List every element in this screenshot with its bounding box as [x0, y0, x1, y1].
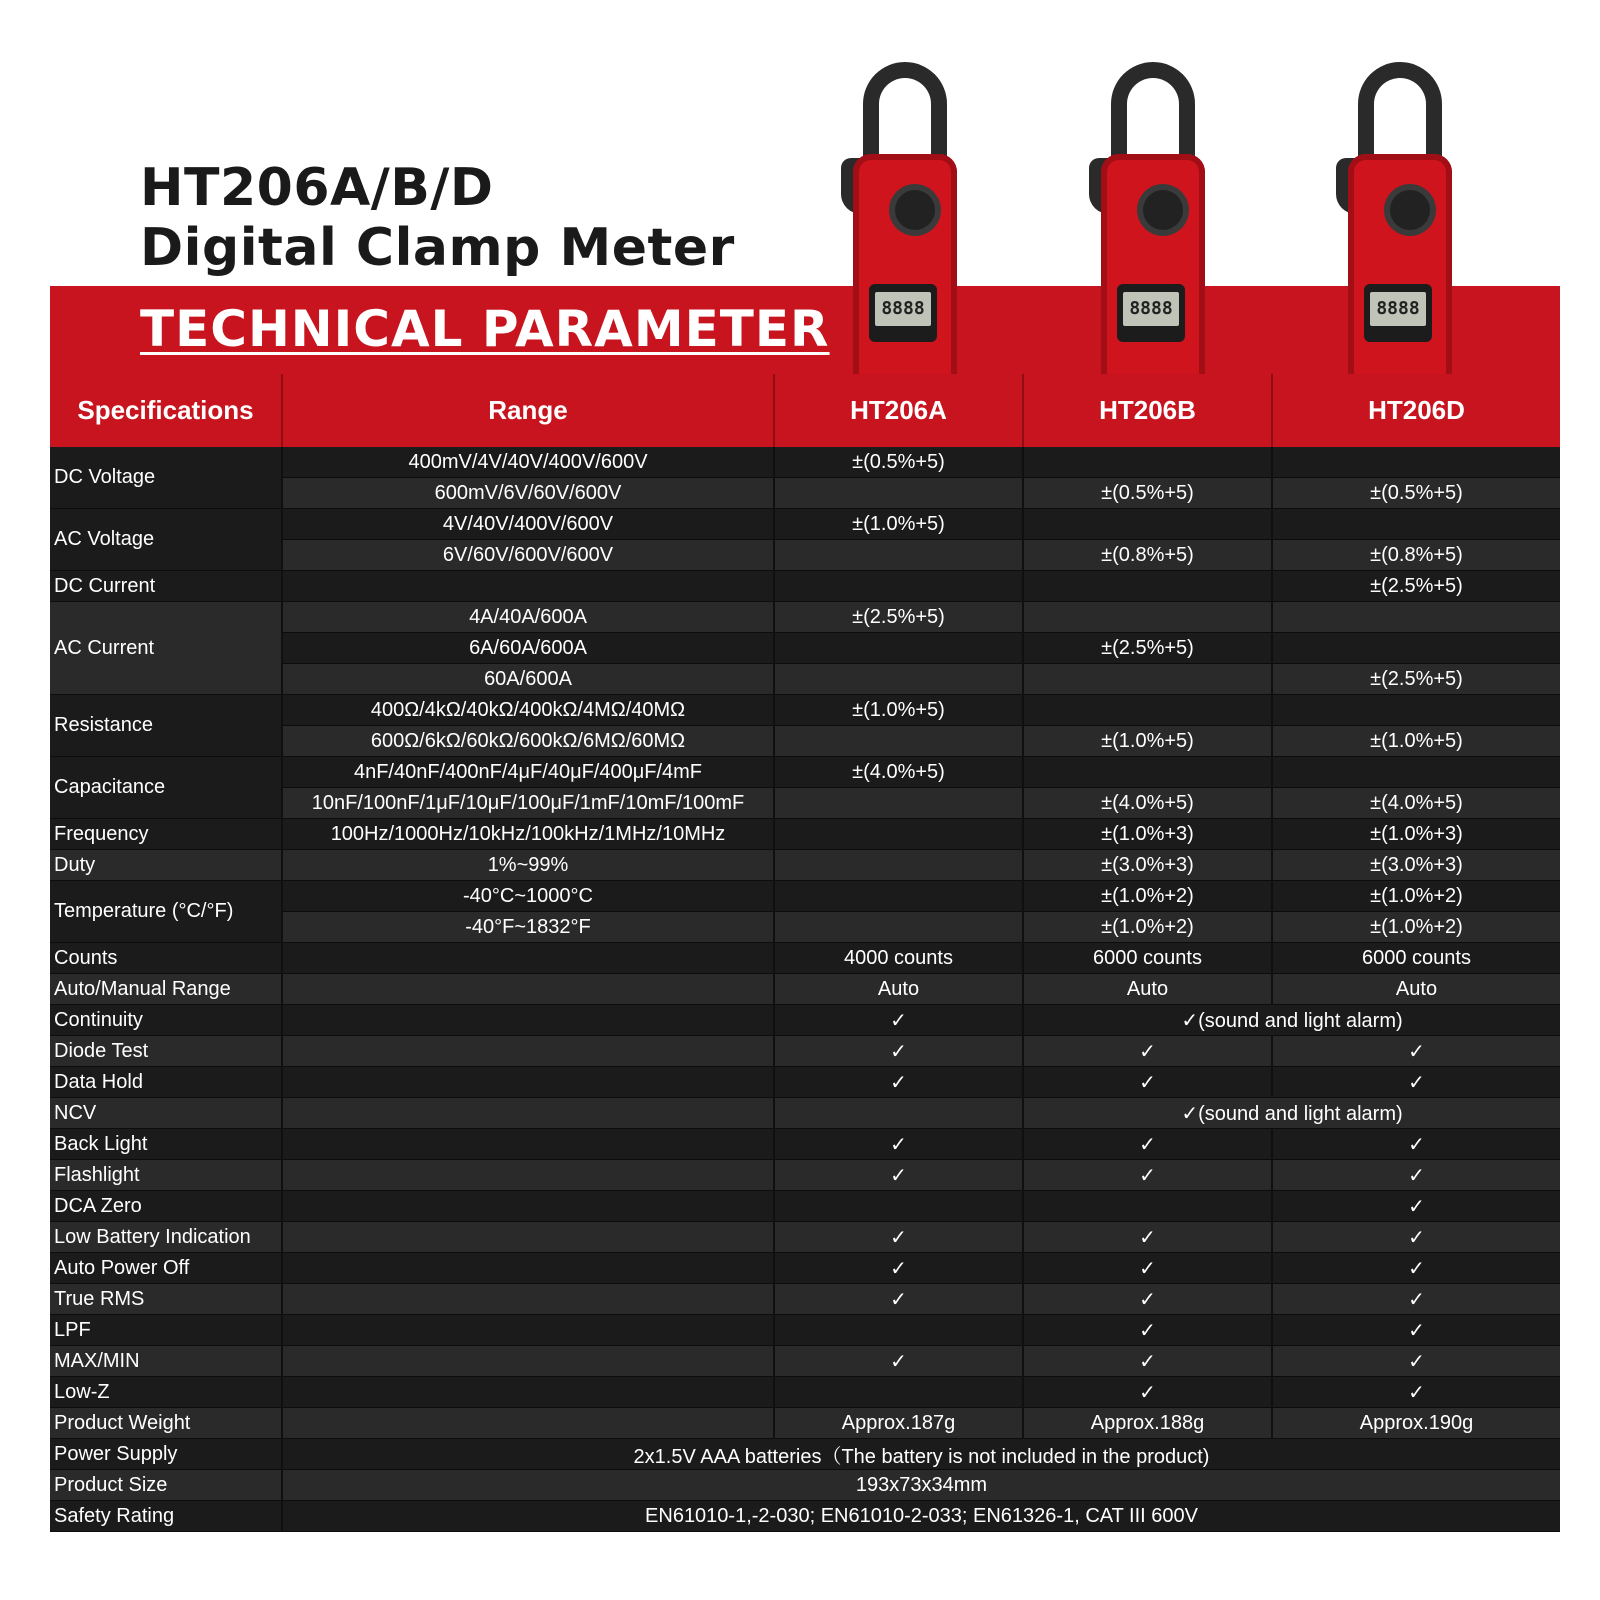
range-cell: -40°F~1832°F [282, 912, 774, 943]
ht206a-cell: ✓ [774, 1346, 1023, 1377]
lcd-readout: 8888 [875, 292, 931, 326]
table-row [50, 602, 1560, 633]
range-cell: 10nF/100nF/1μF/10μF/100μF/1mF/10mF/100mF [282, 788, 774, 819]
table-row [50, 850, 1560, 881]
ht206bd-cell: ✓(sound and light alarm) [1023, 1098, 1560, 1129]
ht206b-cell [1023, 1191, 1272, 1222]
spec-label: Back Light [50, 1129, 282, 1160]
ht206a-cell: ±(0.5%+5) [774, 447, 1023, 478]
spec-label: Safety Rating [50, 1501, 282, 1532]
ht206b-cell [1023, 447, 1272, 478]
range-cell: 4A/40A/600A [282, 602, 774, 633]
ht206a-cell: ✓ [774, 1160, 1023, 1191]
spec-value-merged: 2x1.5V AAA batteries（The battery is not included in the product) [282, 1439, 1560, 1470]
ht206a-cell [774, 1098, 1023, 1129]
range-cell [282, 1253, 774, 1284]
range-cell: 1%~99% [282, 850, 774, 881]
ht206d-cell [1272, 695, 1560, 726]
column-header: HT206D [1272, 374, 1560, 447]
ht206b-cell [1023, 757, 1272, 788]
lcd-readout: 8888 [1123, 292, 1179, 326]
ht206d-cell: ±(0.5%+5) [1272, 478, 1560, 509]
table-row [50, 1439, 1560, 1470]
ht206a-cell [774, 478, 1023, 509]
table-row [50, 1098, 1560, 1129]
ht206d-cell: ✓ [1272, 1222, 1560, 1253]
ht206d-cell: ✓ [1272, 1160, 1560, 1191]
spec-value-merged: 193x73x34mm [282, 1470, 1560, 1501]
meter-screen [1364, 284, 1432, 342]
spec-label: Auto Power Off [50, 1253, 282, 1284]
spec-label: AC Current [50, 602, 282, 695]
table-row [50, 1501, 1560, 1532]
table-row [50, 1005, 1560, 1036]
ht206d-cell: ✓ [1272, 1284, 1560, 1315]
rotary-dial [1143, 190, 1183, 230]
ht206a-cell: ±(4.0%+5) [774, 757, 1023, 788]
ht206b-cell: ✓ [1023, 1253, 1272, 1284]
ht206b-cell: ±(2.5%+5) [1023, 633, 1272, 664]
ht206a-cell [774, 1315, 1023, 1346]
ht206a-cell [774, 633, 1023, 664]
table-row [50, 1222, 1560, 1253]
spec-label: Low-Z [50, 1377, 282, 1408]
ht206d-cell: ±(4.0%+5) [1272, 788, 1560, 819]
ht206a-cell: ±(1.0%+5) [774, 695, 1023, 726]
ht206b-cell [1023, 695, 1272, 726]
ht206d-cell: ✓ [1272, 1346, 1560, 1377]
title-product: Digital Clamp Meter [140, 218, 735, 278]
ht206d-cell: ✓ [1272, 1036, 1560, 1067]
ht206a-cell: 4000 counts [774, 943, 1023, 974]
ht206b-cell: ±(3.0%+3) [1023, 850, 1272, 881]
ht206a-cell [774, 788, 1023, 819]
table-header-row [50, 374, 1560, 447]
range-cell [282, 974, 774, 1005]
range-cell [282, 1098, 774, 1129]
range-cell: 400Ω/4kΩ/40kΩ/400kΩ/4MΩ/40MΩ [282, 695, 774, 726]
ht206d-cell: ✓ [1272, 1191, 1560, 1222]
ht206b-cell: ±(4.0%+5) [1023, 788, 1272, 819]
table-row [50, 1067, 1560, 1098]
ht206b-cell: ±(1.0%+3) [1023, 819, 1272, 850]
lcd-readout: 8888 [1370, 292, 1426, 326]
ht206d-cell: ✓ [1272, 1067, 1560, 1098]
spec-label: LPF [50, 1315, 282, 1346]
range-cell [282, 571, 774, 602]
meter-screen [1117, 284, 1185, 342]
spec-label: Product Weight [50, 1408, 282, 1439]
ht206d-cell: Auto [1272, 974, 1560, 1005]
table-row [50, 757, 1560, 788]
table-body [50, 447, 1560, 1532]
range-cell [282, 1067, 774, 1098]
range-cell: 400mV/4V/40V/400V/600V [282, 447, 774, 478]
ht206b-cell: ✓ [1023, 1067, 1272, 1098]
column-header: Specifications [50, 374, 282, 447]
spec-label: Temperature (°C/°F) [50, 881, 282, 943]
ht206a-cell [774, 726, 1023, 757]
rotary-dial [1390, 190, 1430, 230]
range-cell [282, 1005, 774, 1036]
ht206b-cell: ✓ [1023, 1129, 1272, 1160]
ht206d-cell [1272, 447, 1560, 478]
spec-label: MAX/MIN [50, 1346, 282, 1377]
spec-label: Resistance [50, 695, 282, 757]
ht206b-cell: ±(1.0%+2) [1023, 881, 1272, 912]
ht206d-cell: ±(3.0%+3) [1272, 850, 1560, 881]
spec-label: True RMS [50, 1284, 282, 1315]
table-row [50, 1253, 1560, 1284]
range-cell [282, 1377, 774, 1408]
table-row [50, 819, 1560, 850]
ht206d-cell: ±(1.0%+5) [1272, 726, 1560, 757]
range-cell [282, 1408, 774, 1439]
ht206b-cell: ✓ [1023, 1346, 1272, 1377]
ht206b-cell: ±(1.0%+2) [1023, 912, 1272, 943]
ht206d-cell [1272, 602, 1560, 633]
ht206a-cell: ✓ [774, 1253, 1023, 1284]
ht206d-cell: ✓ [1272, 1129, 1560, 1160]
ht206a-cell: Auto [774, 974, 1023, 1005]
column-header: HT206A [774, 374, 1023, 447]
ht206a-cell [774, 540, 1023, 571]
ht206b-cell: ✓ [1023, 1377, 1272, 1408]
ht206d-cell: ±(2.5%+5) [1272, 571, 1560, 602]
table-row [50, 1315, 1560, 1346]
ht206d-cell: ±(2.5%+5) [1272, 664, 1560, 695]
clamp-meter-image-ht206b [1093, 62, 1213, 362]
clamp-meter-image-ht206d [1340, 62, 1460, 362]
spec-label: NCV [50, 1098, 282, 1129]
range-cell: 6V/60V/600V/600V [282, 540, 774, 571]
ht206a-cell [774, 664, 1023, 695]
spec-value-merged: EN61010-1,-2-030; EN61010-2-033; EN61326-1, CAT III 600V [282, 1501, 1560, 1532]
ht206b-cell [1023, 509, 1272, 540]
table-row [50, 1191, 1560, 1222]
range-cell: 6A/60A/600A [282, 633, 774, 664]
ht206b-cell [1023, 664, 1272, 695]
spec-label: Low Battery Indication [50, 1222, 282, 1253]
ht206d-cell: 6000 counts [1272, 943, 1560, 974]
ht206a-cell: ✓ [774, 1129, 1023, 1160]
table-row [50, 1036, 1560, 1067]
spec-label: Counts [50, 943, 282, 974]
ht206d-cell: ✓ [1272, 1377, 1560, 1408]
range-cell [282, 1129, 774, 1160]
spec-label: Capacitance [50, 757, 282, 819]
ht206b-cell: ±(0.5%+5) [1023, 478, 1272, 509]
range-cell: 600mV/6V/60V/600V [282, 478, 774, 509]
ht206a-cell [774, 881, 1023, 912]
ht206b-cell: ±(1.0%+5) [1023, 726, 1272, 757]
ht206d-cell: ±(1.0%+3) [1272, 819, 1560, 850]
range-cell [282, 1160, 774, 1191]
ht206d-cell [1272, 509, 1560, 540]
ht206b-cell: ✓ [1023, 1284, 1272, 1315]
table-row [50, 571, 1560, 602]
table-row [50, 695, 1560, 726]
range-cell [282, 1346, 774, 1377]
page-title [140, 158, 735, 278]
column-header: Range [282, 374, 774, 447]
range-cell [282, 1036, 774, 1067]
spec-label: DC Current [50, 571, 282, 602]
rotary-dial [895, 190, 935, 230]
table-row [50, 974, 1560, 1005]
ht206b-cell: ✓ [1023, 1160, 1272, 1191]
ht206a-cell: ✓ [774, 1067, 1023, 1098]
ht206a-cell: ✓ [774, 1005, 1023, 1036]
meter-screen [869, 284, 937, 342]
ht206d-cell [1272, 633, 1560, 664]
table-row [50, 1129, 1560, 1160]
spec-label: Flashlight [50, 1160, 282, 1191]
ht206d-cell [1272, 757, 1560, 788]
ht206b-cell [1023, 571, 1272, 602]
spec-label: Frequency [50, 819, 282, 850]
spec-label: Duty [50, 850, 282, 881]
ht206b-cell [1023, 602, 1272, 633]
ht206b-cell: ✓ [1023, 1222, 1272, 1253]
range-cell: 100Hz/1000Hz/10kHz/100kHz/1MHz/10MHz [282, 819, 774, 850]
ht206a-cell: ✓ [774, 1284, 1023, 1315]
ht206b-cell: ±(0.8%+5) [1023, 540, 1272, 571]
table-row [50, 509, 1560, 540]
ht206b-cell: 6000 counts [1023, 943, 1272, 974]
spec-label: Diode Test [50, 1036, 282, 1067]
ht206d-cell: ✓ [1272, 1253, 1560, 1284]
spec-label: Continuity [50, 1005, 282, 1036]
spec-label: AC Voltage [50, 509, 282, 571]
range-cell [282, 1191, 774, 1222]
range-cell [282, 1284, 774, 1315]
title-model: HT206A/B/D [140, 158, 494, 218]
range-cell: -40°C~1000°C [282, 881, 774, 912]
table-row [50, 1377, 1560, 1408]
spec-label: Auto/Manual Range [50, 974, 282, 1005]
spec-table [50, 374, 1560, 1532]
ht206a-cell [774, 819, 1023, 850]
table-row [50, 1408, 1560, 1439]
ht206d-cell: ✓ [1272, 1315, 1560, 1346]
ht206d-cell: ±(1.0%+2) [1272, 912, 1560, 943]
ht206a-cell [774, 850, 1023, 881]
spec-label: Power Supply [50, 1439, 282, 1470]
range-cell [282, 1222, 774, 1253]
ht206a-cell [774, 912, 1023, 943]
ht206b-cell: ✓ [1023, 1315, 1272, 1346]
clamp-meter-image-ht206a [845, 62, 965, 362]
spec-label: Data Hold [50, 1067, 282, 1098]
table-row [50, 881, 1560, 912]
ht206a-cell [774, 1377, 1023, 1408]
range-cell: 60A/600A [282, 664, 774, 695]
ht206bd-cell: ✓(sound and light alarm) [1023, 1005, 1560, 1036]
ht206a-cell [774, 571, 1023, 602]
ht206d-cell: ±(1.0%+2) [1272, 881, 1560, 912]
table-row [50, 1346, 1560, 1377]
ht206d-cell: ±(0.8%+5) [1272, 540, 1560, 571]
ht206b-cell: ✓ [1023, 1036, 1272, 1067]
table-row [50, 447, 1560, 478]
range-cell: 4nF/40nF/400nF/4μF/40μF/400μF/4mF [282, 757, 774, 788]
ht206b-cell: Approx.188g [1023, 1408, 1272, 1439]
ht206a-cell: Approx.187g [774, 1408, 1023, 1439]
column-header: HT206B [1023, 374, 1272, 447]
range-cell [282, 943, 774, 974]
table-row [50, 1284, 1560, 1315]
range-cell [282, 1315, 774, 1346]
ht206a-cell: ✓ [774, 1222, 1023, 1253]
range-cell: 4V/40V/400V/600V [282, 509, 774, 540]
spec-label: DCA Zero [50, 1191, 282, 1222]
table-row [50, 1160, 1560, 1191]
table-row [50, 943, 1560, 974]
spec-label: DC Voltage [50, 447, 282, 509]
ht206b-cell: Auto [1023, 974, 1272, 1005]
ht206d-cell: Approx.190g [1272, 1408, 1560, 1439]
ht206a-cell: ✓ [774, 1036, 1023, 1067]
table-row [50, 1470, 1560, 1501]
ht206a-cell: ±(1.0%+5) [774, 509, 1023, 540]
range-cell: 600Ω/6kΩ/60kΩ/600kΩ/6MΩ/60MΩ [282, 726, 774, 757]
spec-label: Product Size [50, 1470, 282, 1501]
banner-title: TECHNICAL PARAMETER [140, 300, 830, 358]
ht206a-cell [774, 1191, 1023, 1222]
ht206a-cell: ±(2.5%+5) [774, 602, 1023, 633]
